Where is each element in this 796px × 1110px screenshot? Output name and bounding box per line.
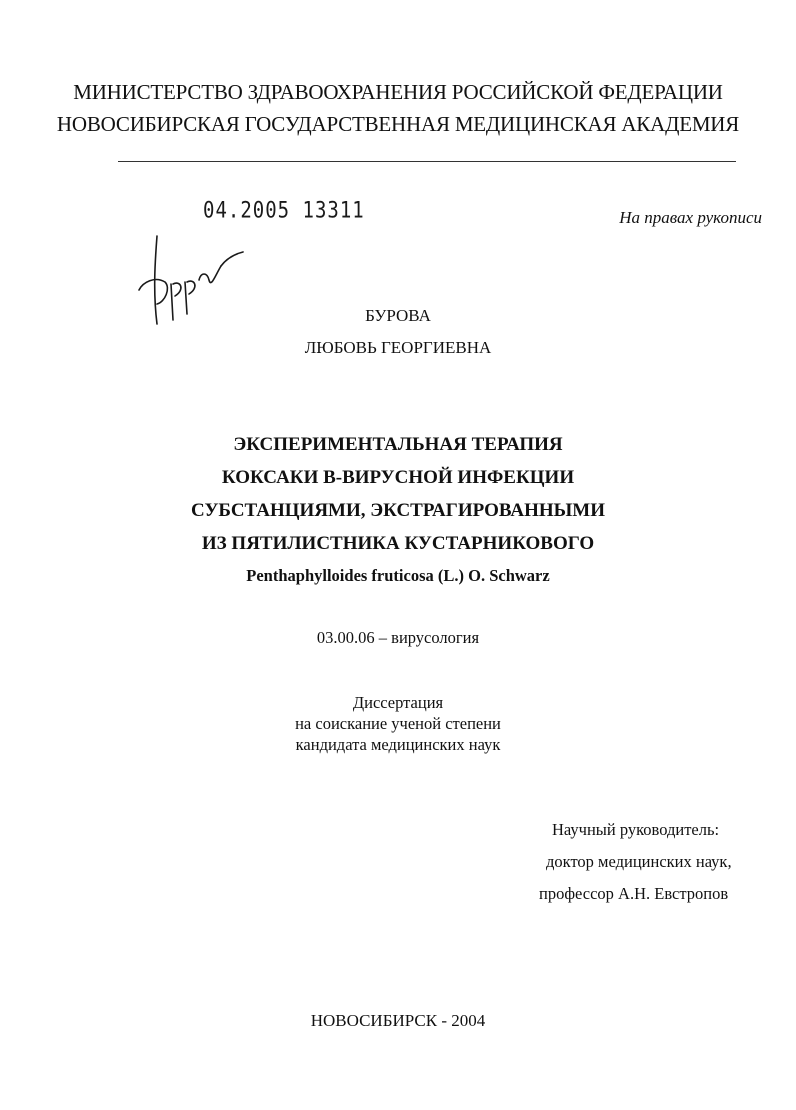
specialty-code: 03.00.06 – вирусология (316, 628, 480, 647)
city-year: НОВОСИБИРСК - 2004 (310, 1011, 486, 1030)
title-line-3: СУБСТАНЦИЯМИ, ЭКСТРАГИРОВАННЫМИ (190, 500, 606, 521)
title-line-2: КОКСАКИ В-ВИРУСНОЙ ИНФЕКЦИИ (221, 467, 575, 488)
author-name: ЛЮБОВЬ ГЕОРГИЕВНА (304, 338, 492, 357)
dissertation-field-line: кандидата медицинских наук (295, 735, 501, 754)
header-divider (118, 161, 736, 162)
supervisor-name: профессор А.Н. Евстропов (539, 884, 729, 903)
academy-heading: НОВОСИБИРСКАЯ ГОСУДАРСТВЕННАЯ МЕДИЦИНСКАЯ АКАДЕМИЯ (56, 112, 740, 136)
ministry-heading: МИНИСТЕРСТВО ЗДРАВООХРАНЕНИЯ РОССИЙСКОЙ ФЕДЕРАЦИИ (73, 80, 723, 104)
manuscript-rights-note: На правах рукописи (619, 208, 762, 227)
supervisor-label: Научный руководитель: (552, 820, 720, 839)
supervisor-degree: доктор медицинских наук, (546, 852, 732, 871)
title-line-4: ИЗ ПЯТИЛИСТНИКА КУСТАРНИКОВОГО (201, 533, 595, 554)
dissertation-degree-line: на соискание ученой степени (295, 714, 501, 733)
archive-stamp-number: 04.2005 13311 (203, 198, 365, 224)
author-surname: БУРОВА (365, 306, 431, 325)
title-line-1: ЭКСПЕРИМЕНТАЛЬНАЯ ТЕРАПИЯ (233, 434, 563, 455)
latin-species-name: Penthaphylloides fruticosa (L.) O. Schwarz (246, 566, 550, 585)
dissertation-label: Диссертация (352, 693, 444, 712)
